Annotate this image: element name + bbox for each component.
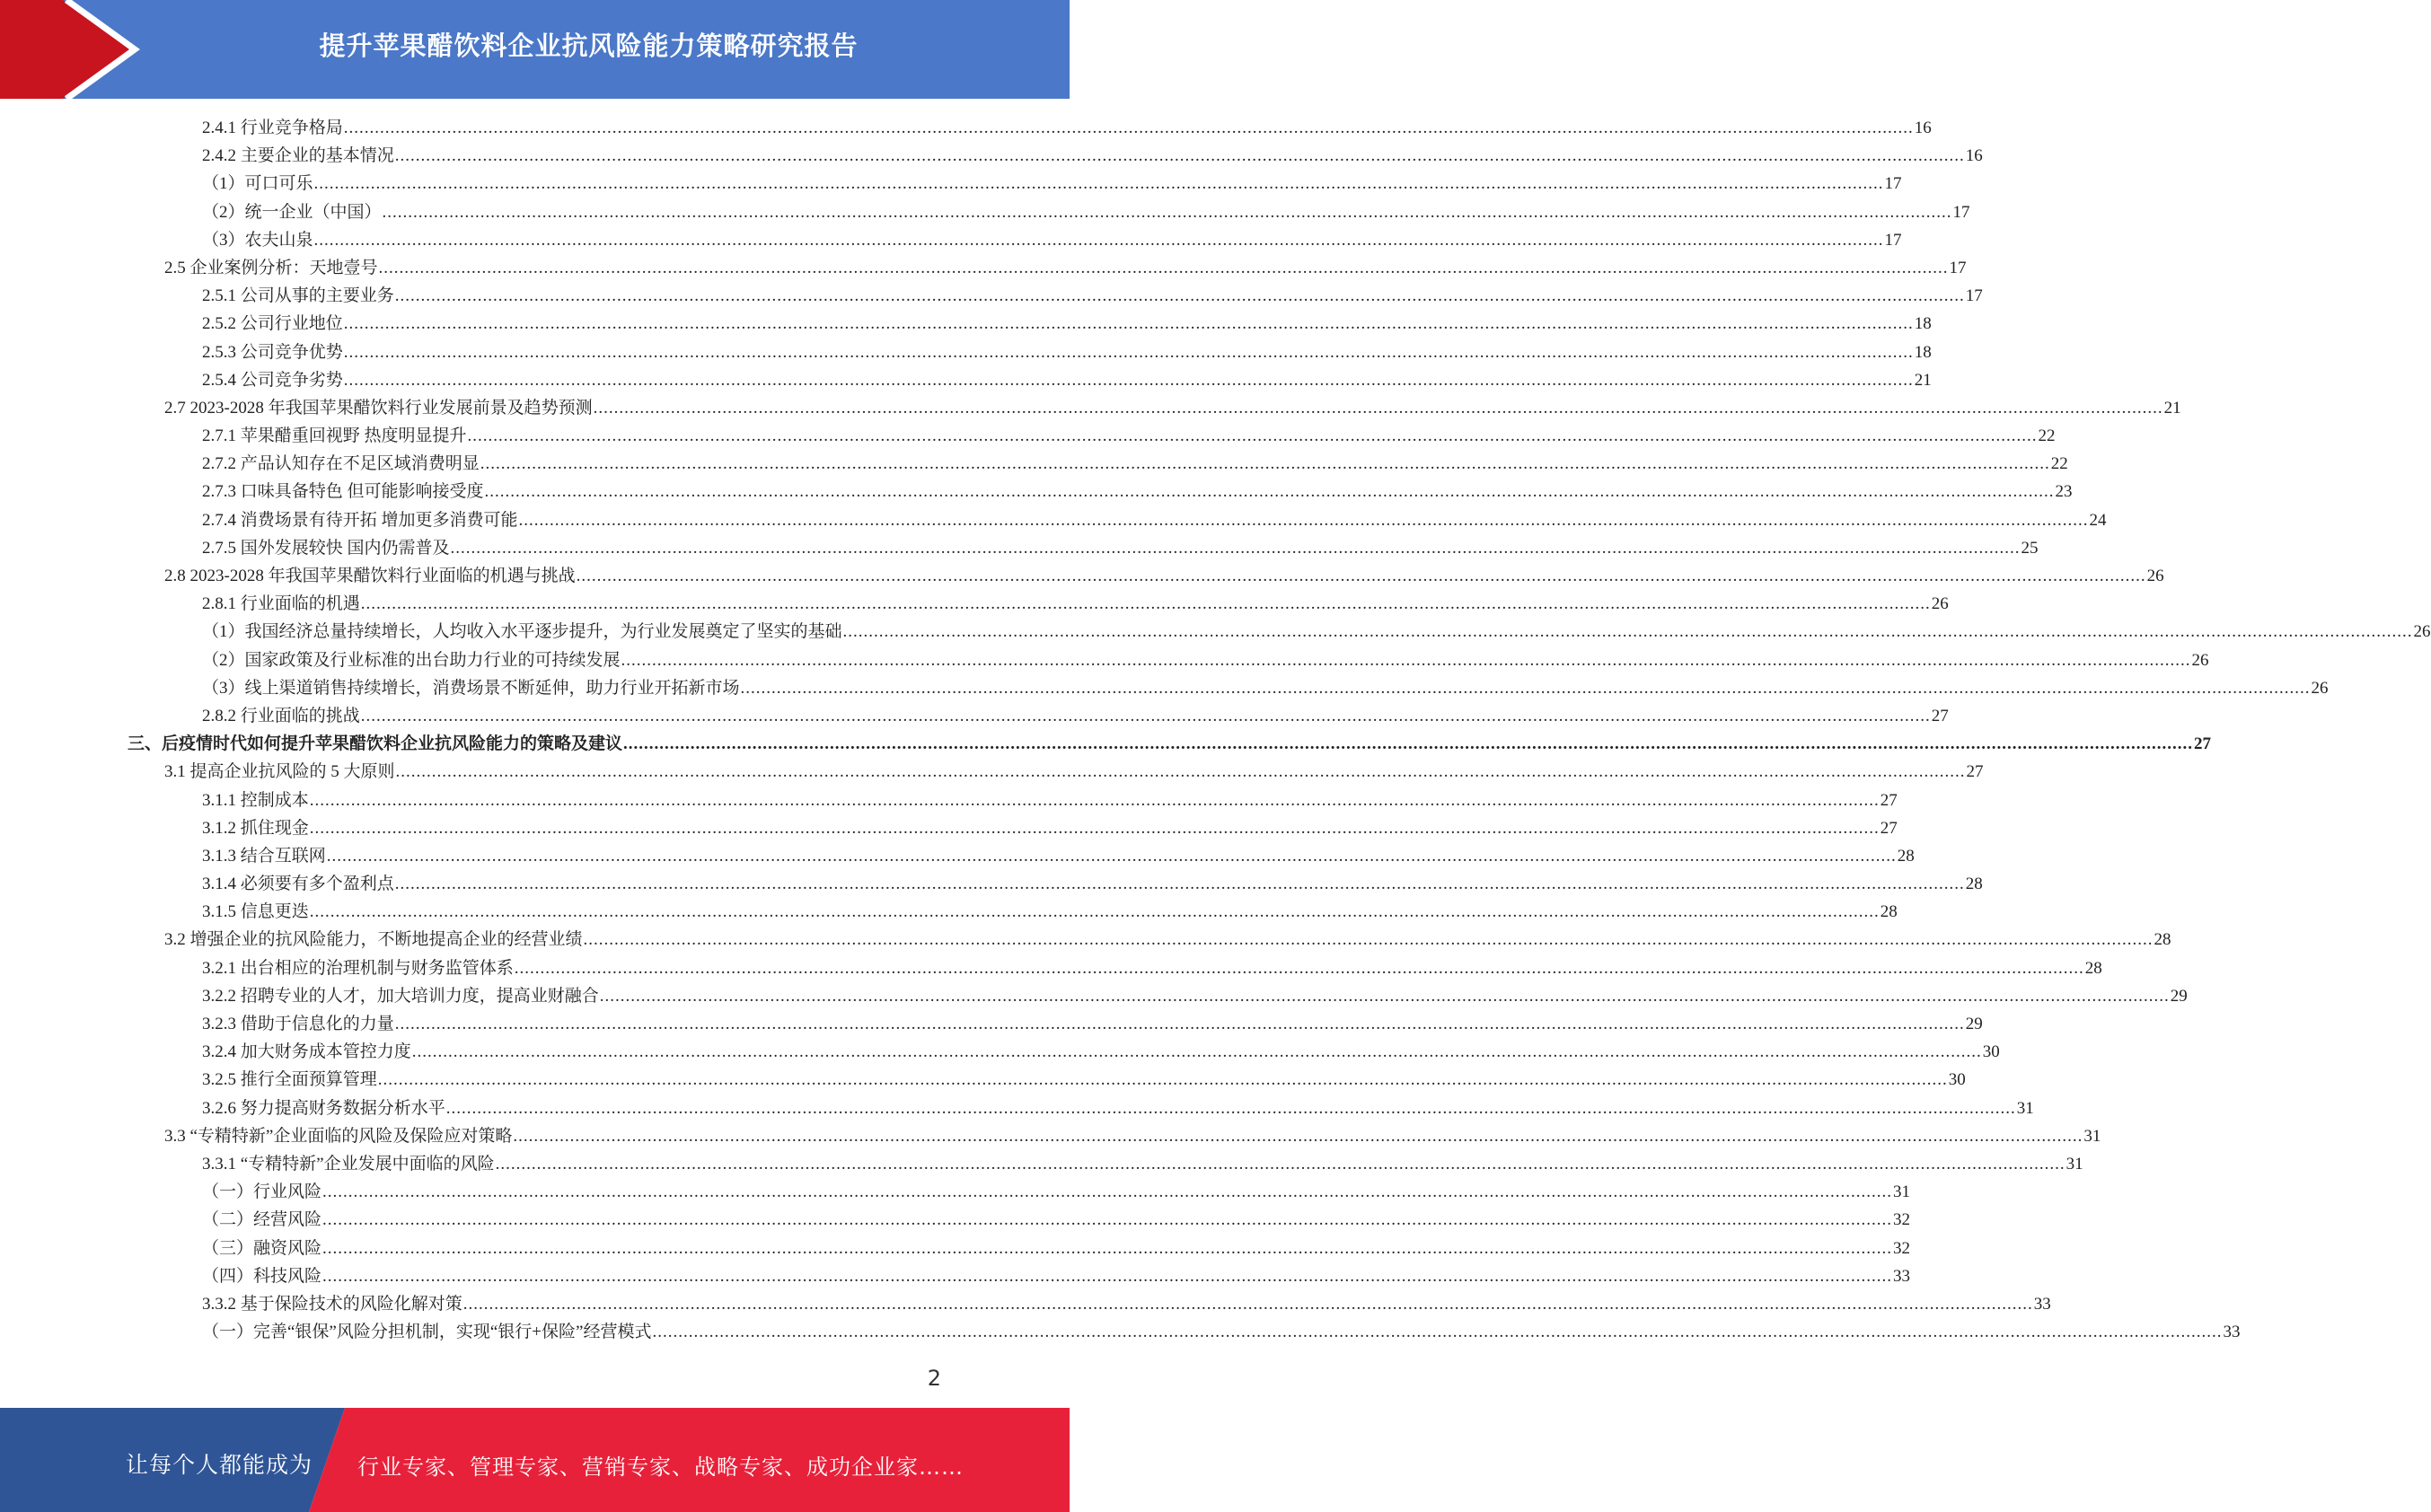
toc-entry-page: 26: [1931, 594, 1949, 614]
page-number: 2: [927, 1366, 941, 1391]
toc-entry[interactable]: [0, 730, 2212, 758]
toc-dot-leader: [496, 1150, 2065, 1178]
toc-entry-page: 28: [1880, 902, 1898, 922]
toc-entry[interactable]: [0, 478, 2073, 505]
toc-entry[interactable]: [0, 170, 1902, 198]
page-header: [0, 0, 1070, 99]
toc-entry-page: 27: [1880, 790, 1898, 810]
toc-entry-page: 24: [2089, 510, 2107, 530]
toc-entry-page: 31: [2016, 1098, 2034, 1118]
toc-dot-leader: [395, 870, 1965, 898]
toc-dot-leader: [463, 1290, 2033, 1318]
report-title: 提升苹果醋饮料企业抗风险能力策略研究报告: [319, 31, 859, 61]
toc-dot-leader: [361, 590, 1931, 618]
toc-dot-leader: [310, 898, 1880, 926]
toc-entry[interactable]: [0, 618, 2431, 646]
toc-entry-title: 三、后疫情时代如何提升苹果醋饮料企业抗风险能力的策略及建议: [128, 734, 623, 754]
toc-dot-leader: [361, 702, 1931, 730]
toc-entry-page: 17: [1952, 202, 1970, 222]
toc-dot-leader: [344, 114, 1914, 142]
toc-entry-page: 28: [1897, 846, 1915, 866]
toc-entry[interactable]: [0, 590, 1949, 618]
toc-entry[interactable]: [0, 787, 1898, 814]
toc-entry-page: 18: [1914, 314, 1932, 334]
toc-entry-page: 28: [1965, 875, 1983, 894]
toc-entry[interactable]: [0, 814, 1898, 842]
toc-entry[interactable]: [0, 198, 1970, 226]
toc-entry-title: 2.4.2 主要企业的基本情况: [202, 146, 394, 166]
toc-entry-page: 29: [1965, 1015, 1983, 1033]
toc-entry-page: 26: [2311, 678, 2329, 698]
toc-entry[interactable]: [0, 870, 1983, 898]
toc-dot-leader: [741, 674, 2311, 702]
toc-entry-title: 2.7.2 产品认知存在不足区域消费明显: [202, 454, 480, 474]
toc-entry[interactable]: [0, 898, 1898, 926]
toc-dot-leader: [451, 534, 2021, 562]
toc-entry[interactable]: [0, 1010, 1983, 1038]
toc-dot-leader: [322, 1206, 1892, 1234]
toc-entry[interactable]: [0, 1094, 2034, 1122]
toc-entry[interactable]: [0, 1066, 1966, 1094]
toc-entry[interactable]: [0, 926, 2171, 954]
toc-entry-page: 27: [1931, 706, 1949, 725]
toc-entry-page: 31: [2065, 1154, 2083, 1174]
toc-entry-title: 3.3.1 “专精特新”企业发展中面临的风险: [202, 1154, 495, 1174]
toc-entry-page: 26: [2191, 650, 2209, 670]
toc-dot-leader: [327, 842, 1897, 870]
toc-dot-leader: [584, 926, 2154, 954]
toc-entry[interactable]: [0, 646, 2209, 674]
toc-dot-leader: [621, 646, 2191, 674]
toc-entry[interactable]: [0, 1262, 1911, 1290]
toc-entry[interactable]: [0, 1235, 1911, 1262]
toc-entry-title: 3.2.6 努力提高财务数据分析水平: [202, 1098, 445, 1118]
toc-dot-leader: [314, 170, 1884, 198]
toc-entry-title: 3.1.4 必须要有多个盈利点: [202, 875, 394, 894]
toc-entry-page: 17: [1884, 230, 1902, 250]
toc-entry-title: （1）可口可乐: [202, 174, 313, 194]
toc-entry-page: 26: [2413, 622, 2431, 642]
footer-slogan-left: 让每个人都能成为: [126, 1452, 313, 1478]
toc-entry-title: （一）完善“银保”风险分担机制，实现“银行+保险”经营模式: [202, 1323, 652, 1342]
toc-entry-title: 3.2.2 招聘专业的人才，加大培训力度，提高业财融合: [202, 986, 599, 1006]
toc-dot-leader: [519, 506, 2089, 534]
toc-entry-title: 3.1.5 信息更迭: [202, 902, 309, 922]
toc-entry[interactable]: [0, 254, 1967, 282]
toc-entry-title: 2.4.1 行业竞争格局: [202, 119, 343, 137]
toc-dot-leader: [383, 198, 1952, 226]
toc-entry[interactable]: [0, 674, 2329, 702]
toc-entry-page: 28: [2154, 930, 2171, 950]
toc-entry[interactable]: [0, 758, 1984, 786]
toc-dot-leader: [344, 338, 1914, 366]
toc-entry[interactable]: [0, 1318, 2241, 1346]
toc-entry-title: （一）行业风险: [202, 1182, 322, 1202]
toc-entry-page: 21: [1914, 370, 1932, 390]
toc-dot-leader: [515, 954, 2084, 982]
toc-entry-title: 3.1.2 抓住现金: [202, 818, 309, 838]
toc-dot-leader: [843, 618, 2413, 646]
page-footer: [0, 1408, 1070, 1512]
toc-entry-title: （3）线上渠道销售持续增长，消费场景不断延伸，助力行业开拓新市场: [202, 678, 740, 698]
header-red-arrow: [0, 0, 135, 99]
toc-entry-page: 33: [2223, 1323, 2241, 1342]
toc-dot-leader: [379, 254, 1949, 282]
toc-entry-page: 27: [1966, 762, 1984, 782]
toc-entry-page: 18: [1914, 342, 1932, 362]
toc-dot-leader: [468, 422, 2038, 450]
toc-entry-title: 2.5.2 公司行业地位: [202, 314, 343, 334]
toc-entry-page: 29: [2170, 986, 2188, 1006]
toc-dot-leader: [446, 1094, 2016, 1122]
toc-entry[interactable]: [0, 1122, 2101, 1150]
toc-entry[interactable]: [0, 562, 2164, 590]
toc-entry[interactable]: [0, 982, 2188, 1010]
toc-entry-title: （2）国家政策及行业标准的出台助力行业的可持续发展: [202, 650, 621, 670]
toc-entry-title: 2.8.2 行业面临的挑战: [202, 706, 360, 725]
toc-entry-page: 22: [2038, 426, 2056, 446]
toc-entry-page: 26: [2146, 567, 2164, 585]
toc-entry[interactable]: [0, 226, 1902, 254]
toc-dot-leader: [594, 394, 2163, 422]
toc-entry[interactable]: [0, 1150, 2083, 1178]
toc-entry-page: 28: [2084, 958, 2102, 978]
toc-entry[interactable]: [0, 1206, 1911, 1234]
toc-entry-page: 27: [2194, 734, 2212, 754]
toc-dot-leader: [322, 1262, 1892, 1290]
toc-entry[interactable]: [0, 338, 1932, 366]
toc-dot-leader: [485, 478, 2055, 505]
toc-entry-title: 2.5 企业案例分析：天地壹号: [164, 258, 378, 277]
toc-entry-page: 17: [1965, 286, 1983, 306]
toc-entry-title: 2.7.3 口味具备特色 但可能影响接受度: [202, 482, 484, 502]
toc-entry-title: 2.5.1 公司从事的主要业务: [202, 286, 394, 306]
toc-entry-page: 27: [1880, 818, 1898, 838]
toc-entry-title: （二）经营风险: [202, 1210, 322, 1230]
table-of-contents: [0, 114, 2431, 1346]
toc-entry-page: 32: [1893, 1238, 1911, 1258]
toc-entry-title: 2.8 2023-2028 年我国苹果醋饮料行业面临的机遇与挑战: [164, 567, 576, 585]
toc-entry[interactable]: [0, 142, 1983, 170]
toc-entry[interactable]: [0, 954, 2102, 982]
toc-entry[interactable]: [0, 506, 2107, 534]
toc-entry-page: 31: [1893, 1182, 1911, 1202]
toc-dot-leader: [395, 142, 1965, 170]
toc-entry-page: 31: [2083, 1126, 2101, 1146]
toc-dot-leader: [412, 1038, 1982, 1066]
toc-dot-leader: [480, 450, 2050, 478]
toc-dot-leader: [378, 1066, 1948, 1094]
toc-entry-title: （1）我国经济总量持续增长，人均收入水平逐步提升，为行业发展奠定了坚实的基础: [202, 622, 842, 642]
toc-entry-page: 30: [1982, 1042, 2000, 1062]
toc-entry[interactable]: [0, 1038, 2000, 1066]
toc-dot-leader: [344, 310, 1914, 338]
toc-entry-page: 25: [2021, 538, 2039, 558]
toc-entry-title: 3.3 “专精特新”企业面临的风险及保险应对策略: [164, 1126, 513, 1146]
toc-entry[interactable]: [0, 114, 1932, 142]
toc-entry[interactable]: [0, 366, 1932, 394]
toc-dot-leader: [310, 814, 1880, 842]
toc-entry[interactable]: [0, 1178, 1911, 1206]
footer-slogan-right: 行业专家、管理专家、营销专家、战略专家、成功企业家……: [357, 1455, 964, 1480]
toc-entry-title: 2.7.1 苹果醋重回视野 热度明显提升: [202, 426, 467, 446]
toc-entry-title: 3.2.3 借助于信息化的力量: [202, 1015, 394, 1033]
toc-entry-title: 2.5.3 公司竞争优势: [202, 342, 343, 362]
toc-dot-leader: [344, 366, 1914, 394]
toc-dot-leader: [314, 226, 1884, 254]
toc-entry-title: （四）科技风险: [202, 1266, 322, 1286]
toc-dot-leader: [513, 1122, 2083, 1150]
toc-entry-page: 30: [1948, 1070, 1966, 1090]
toc-entry-title: 3.1.1 控制成本: [202, 790, 309, 810]
toc-entry-title: 2.5.4 公司竞争劣势: [202, 370, 343, 390]
toc-entry-title: （2）统一企业（中国）: [202, 202, 382, 222]
toc-entry-title: 3.2.4 加大财务成本管控力度: [202, 1042, 411, 1062]
toc-dot-leader: [600, 982, 2170, 1010]
toc-entry[interactable]: [0, 450, 2068, 478]
toc-entry-page: 16: [1965, 146, 1983, 166]
toc-dot-leader: [310, 787, 1880, 814]
toc-dot-leader: [395, 1010, 1965, 1038]
toc-dot-leader: [652, 1318, 2222, 1346]
toc-entry[interactable]: [0, 310, 1932, 338]
toc-entry[interactable]: [0, 1290, 2051, 1318]
toc-entry-title: 2.7.4 消费场景有待开拓 增加更多消费可能: [202, 510, 518, 530]
toc-entry-title: 3.2.5 推行全面预算管理: [202, 1070, 377, 1090]
toc-entry-page: 33: [1893, 1266, 1911, 1286]
toc-entry-page: 32: [1893, 1210, 1911, 1230]
toc-entry-title: 2.8.1 行业面临的机遇: [202, 594, 360, 614]
toc-entry-page: 17: [1949, 258, 1967, 277]
toc-entry-page: 22: [2050, 454, 2068, 474]
toc-entry-title: （三）融资风险: [202, 1238, 322, 1258]
toc-entry-page: 17: [1884, 174, 1902, 194]
toc-entry-page: 21: [2163, 398, 2181, 418]
toc-dot-leader: [396, 758, 1966, 786]
toc-entry[interactable]: [0, 842, 1915, 870]
toc-entry-title: 3.1 提高企业抗风险的 5 大原则: [164, 762, 395, 782]
toc-entry[interactable]: [0, 534, 2039, 562]
toc-entry-page: 33: [2033, 1294, 2051, 1314]
toc-entry-title: 2.7.5 国外发展较快 国内仍需普及: [202, 538, 450, 558]
toc-entry-title: 3.2 增强企业的抗风险能力，不断地提高企业的经营业绩: [164, 930, 583, 950]
toc-dot-leader: [395, 282, 1965, 310]
toc-entry-title: 3.2.1 出台相应的治理机制与财务监管体系: [202, 958, 514, 978]
toc-entry[interactable]: [0, 422, 2056, 450]
toc-entry[interactable]: [0, 702, 1949, 730]
toc-entry[interactable]: [0, 282, 1983, 310]
toc-dot-leader: [577, 562, 2146, 590]
toc-entry-title: 3.1.3 结合互联网: [202, 846, 326, 866]
toc-entry-title: 2.7 2023-2028 年我国苹果醋饮料行业发展前景及趋势预测: [164, 398, 593, 418]
toc-entry[interactable]: [0, 394, 2181, 422]
toc-entry-title: 3.3.2 基于保险技术的风险化解对策: [202, 1294, 462, 1314]
toc-dot-leader: [623, 730, 2193, 758]
toc-entry-page: 16: [1914, 119, 1932, 137]
toc-dot-leader: [322, 1178, 1892, 1206]
toc-entry-page: 23: [2055, 482, 2073, 502]
toc-dot-leader: [322, 1235, 1892, 1262]
toc-entry-title: （3）农夫山泉: [202, 230, 313, 250]
